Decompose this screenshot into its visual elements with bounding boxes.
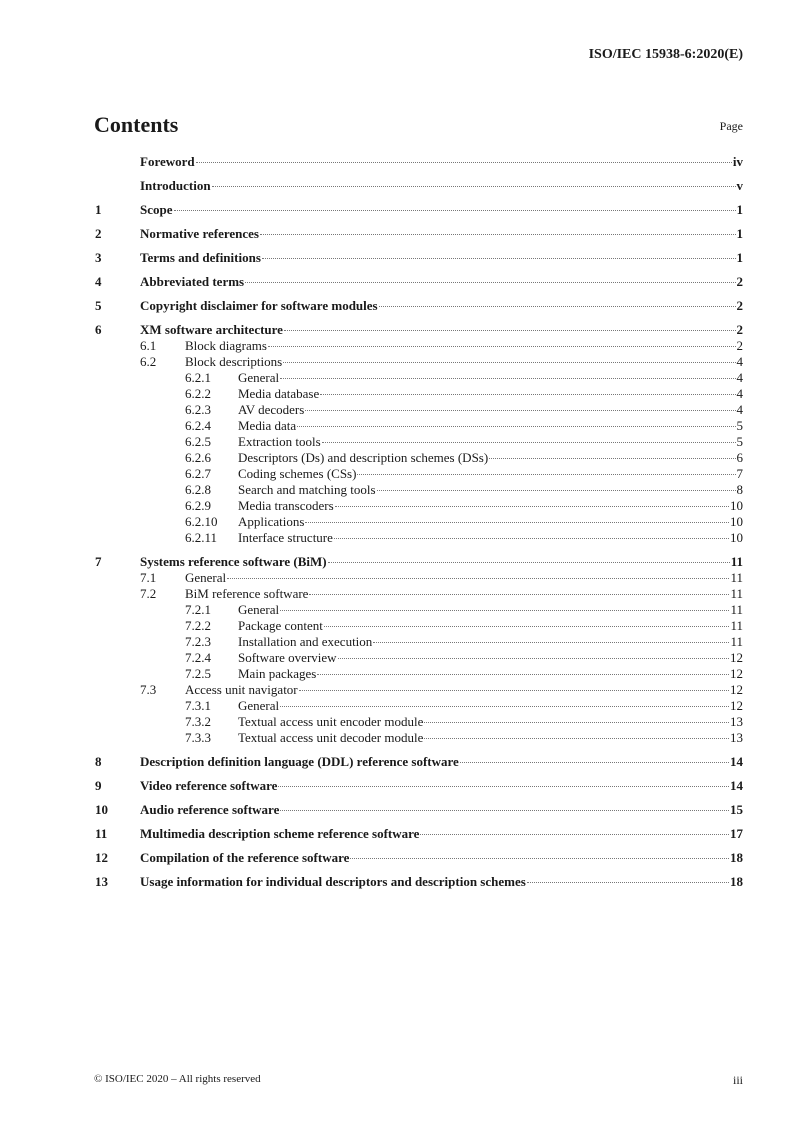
toc-entry[interactable] xyxy=(95,370,743,386)
dot-leader xyxy=(280,378,735,379)
toc-entry[interactable] xyxy=(95,498,743,514)
toc-entry-page: 1 xyxy=(736,250,743,265)
toc-entry-page: 13 xyxy=(730,730,743,745)
toc-entry[interactable] xyxy=(95,154,743,170)
toc-entry-title: Package content xyxy=(238,618,323,633)
toc-entry-page: 5 xyxy=(736,418,743,433)
toc-entry-title: Block descriptions xyxy=(185,354,283,369)
toc-entry-title: Compilation of the reference software xyxy=(140,850,350,865)
toc-entry-number: 7.2.5 xyxy=(185,666,211,681)
dot-leader xyxy=(305,410,735,411)
dot-leader xyxy=(305,522,729,523)
toc-entry-title: Extraction tools xyxy=(238,434,321,449)
toc-entry-page: 11 xyxy=(730,634,743,649)
toc-entry-number: 2 xyxy=(95,226,102,241)
toc-entry-title: Textual access unit encoder module xyxy=(238,714,424,729)
toc-entry[interactable] xyxy=(95,402,743,418)
dot-leader xyxy=(227,578,729,579)
toc-entry-number: 7.3 xyxy=(140,682,157,697)
toc-entry[interactable] xyxy=(95,602,743,618)
dot-leader xyxy=(424,738,729,739)
toc-entry[interactable] xyxy=(95,586,743,602)
toc-entry-page: 1 xyxy=(736,202,743,217)
toc-entry[interactable] xyxy=(95,338,743,354)
toc-entry[interactable] xyxy=(95,754,743,770)
toc-entry-number: 6.2.6 xyxy=(185,450,211,465)
toc-entry-number: 7 xyxy=(95,554,102,569)
toc-entry[interactable] xyxy=(95,530,743,546)
toc-entry-number: 9 xyxy=(95,778,102,793)
dot-leader xyxy=(324,626,730,627)
toc-entry-number: 13 xyxy=(95,874,108,889)
toc-entry[interactable] xyxy=(95,778,743,794)
toc-entry-number: 6.2.3 xyxy=(185,402,211,417)
dot-leader xyxy=(317,674,729,675)
toc-entry[interactable] xyxy=(95,682,743,698)
toc-entry-title: Block diagrams xyxy=(185,338,267,353)
dot-leader xyxy=(320,394,735,395)
toc-entry-page: 13 xyxy=(730,714,743,729)
toc-entry[interactable] xyxy=(95,202,743,218)
toc-entry-page: v xyxy=(736,178,743,193)
toc-entry-page: 14 xyxy=(730,778,743,793)
toc-entry-number: 6.2.4 xyxy=(185,418,211,433)
dot-leader xyxy=(260,234,736,235)
dot-leader xyxy=(262,258,736,259)
toc-entry[interactable] xyxy=(95,386,743,402)
toc-entry-number: 7.3.2 xyxy=(185,714,211,729)
toc-entry-number: 7.2.2 xyxy=(185,618,211,633)
toc-entry-page: 15 xyxy=(730,802,743,817)
toc-entry-title: Introduction xyxy=(140,178,211,193)
toc-entry[interactable] xyxy=(95,418,743,434)
toc-entry-page: 12 xyxy=(730,666,743,681)
toc-entry-number: 4 xyxy=(95,274,102,289)
dot-leader xyxy=(377,490,736,491)
dot-leader xyxy=(174,210,736,211)
toc-entry-title: General xyxy=(238,698,280,713)
toc-entry-title: AV decoders xyxy=(238,402,305,417)
toc-entry-page: 4 xyxy=(736,386,743,401)
toc-entry[interactable] xyxy=(95,850,743,866)
toc-entry[interactable] xyxy=(95,450,743,466)
dot-leader xyxy=(357,474,735,475)
toc-entry-title: Media transcoders xyxy=(238,498,334,513)
dot-leader xyxy=(328,562,730,563)
toc-entry[interactable] xyxy=(95,226,743,242)
toc-entry-title: Usage information for individual descriptors and description schemes xyxy=(140,874,526,889)
toc-entry[interactable] xyxy=(95,354,743,370)
toc-entry-page: 12 xyxy=(730,682,743,697)
toc-entry-page: 11 xyxy=(730,570,743,585)
toc-entry-title: Media data xyxy=(238,418,297,433)
dot-leader xyxy=(245,282,735,283)
toc-entry-title: BiM reference software xyxy=(185,586,309,601)
dot-leader xyxy=(283,362,735,363)
toc-entry[interactable] xyxy=(95,634,743,650)
toc-entry[interactable] xyxy=(95,274,743,290)
dot-leader xyxy=(335,506,729,507)
toc-entry[interactable] xyxy=(95,666,743,682)
toc-entry-title: Access unit navigator xyxy=(185,682,298,697)
dot-leader xyxy=(424,722,729,723)
toc-entry[interactable] xyxy=(95,730,743,746)
toc-entry-number: 6 xyxy=(95,322,102,337)
dot-leader xyxy=(334,538,729,539)
toc-entry-page: 10 xyxy=(730,514,743,529)
toc-entry-number: 7.2 xyxy=(140,586,157,601)
document-id-header: ISO/IEC 15938-6:2020(E) xyxy=(588,47,743,62)
toc-entry[interactable] xyxy=(95,802,743,818)
toc-entry-title: Video reference software xyxy=(140,778,278,793)
toc-entry-number: 12 xyxy=(95,850,108,865)
toc-entry-page: 12 xyxy=(730,698,743,713)
toc-entry[interactable] xyxy=(95,178,743,194)
toc-entry-title: Installation and execution xyxy=(238,634,373,649)
toc-entry-number: 6.2.1 xyxy=(185,370,211,385)
toc-entry[interactable] xyxy=(95,570,743,586)
dot-leader xyxy=(297,426,735,427)
toc-entry-page: 4 xyxy=(736,402,743,417)
toc-entry-page: 14 xyxy=(730,754,743,769)
toc-entry-title: General xyxy=(238,370,280,385)
dot-leader xyxy=(278,786,729,787)
toc-entry-page: 7 xyxy=(736,466,743,481)
dot-leader xyxy=(350,858,729,859)
table-of-contents xyxy=(95,154,743,890)
toc-entry-number: 7.2.3 xyxy=(185,634,211,649)
dot-leader xyxy=(489,458,735,459)
toc-entry-page: iv xyxy=(732,154,743,169)
toc-entry-title: Interface structure xyxy=(238,530,333,545)
page-title: Contents xyxy=(94,112,179,137)
toc-entry-title: Normative references xyxy=(140,226,259,241)
toc-entry[interactable] xyxy=(95,714,743,730)
toc-entry-page: 18 xyxy=(730,850,743,865)
toc-entry-title: Media database xyxy=(238,386,320,401)
toc-entry-number: 7.3.1 xyxy=(185,698,211,713)
page-column-label: Page xyxy=(719,119,743,133)
toc-entry-title: Main packages xyxy=(238,666,317,681)
toc-entry-number: 6.2.5 xyxy=(185,434,211,449)
dot-leader xyxy=(280,810,729,811)
toc-entry-page: 11 xyxy=(730,602,743,617)
toc-entry-title: Scope xyxy=(140,202,173,217)
dot-leader xyxy=(268,346,736,347)
toc-entry[interactable] xyxy=(95,250,743,266)
dot-leader xyxy=(280,610,729,611)
toc-entry[interactable] xyxy=(95,434,743,450)
toc-entry-title: Abbreviated terms xyxy=(140,274,245,289)
toc-entry[interactable] xyxy=(95,874,743,890)
toc-entry-page: 5 xyxy=(736,434,743,449)
toc-entry[interactable] xyxy=(95,650,743,666)
toc-entry-number: 10 xyxy=(95,802,108,817)
dot-leader xyxy=(280,706,729,707)
toc-entry-page: 2 xyxy=(736,338,743,353)
toc-entry-number: 3 xyxy=(95,250,102,265)
toc-entry-title: Description definition language (DDL) reference software xyxy=(140,754,459,769)
toc-entry-number: 6.2.10 xyxy=(185,514,218,529)
toc-entry-page: 2 xyxy=(736,298,743,313)
dot-leader xyxy=(309,594,729,595)
toc-entry-number: 1 xyxy=(95,202,102,217)
toc-entry-number: 6.2.11 xyxy=(185,530,218,545)
toc-entry-page: 1 xyxy=(736,226,743,241)
toc-entry[interactable] xyxy=(95,698,743,714)
toc-entry-number: 7.2.4 xyxy=(185,650,211,665)
toc-entry-title: Search and matching tools xyxy=(238,482,376,497)
dot-leader xyxy=(379,306,736,307)
page-number: iii xyxy=(732,1073,743,1087)
toc-entry-title: Descriptors (Ds) and description schemes (DSs) xyxy=(238,450,489,465)
toc-entry-page: 2 xyxy=(736,274,743,289)
toc-entry[interactable] xyxy=(95,826,743,842)
toc-entry-number: 6.1 xyxy=(140,338,157,353)
dot-leader xyxy=(212,186,736,187)
toc-entry-title: General xyxy=(238,602,280,617)
toc-entry-title: Textual access unit decoder module xyxy=(238,730,424,745)
dot-leader xyxy=(338,658,729,659)
toc-entry-number: 6.2.8 xyxy=(185,482,211,497)
toc-entry[interactable] xyxy=(95,554,743,570)
toc-entry-title: Audio reference software xyxy=(140,802,280,817)
toc-entry-title: Coding schemes (CSs) xyxy=(238,466,357,481)
toc-entry[interactable] xyxy=(95,618,743,634)
toc-entry[interactable] xyxy=(95,482,743,498)
toc-entry-page: 10 xyxy=(730,530,743,545)
toc-entry-page: 11 xyxy=(730,586,743,601)
toc-entry-number: 7.3.3 xyxy=(185,730,211,745)
toc-entry-number: 7.1 xyxy=(140,570,157,585)
dot-leader xyxy=(420,834,729,835)
dot-leader xyxy=(284,330,736,331)
toc-entry-title: Applications xyxy=(238,514,305,529)
dot-leader xyxy=(460,762,729,763)
dot-leader xyxy=(373,642,729,643)
dot-leader xyxy=(196,162,732,163)
toc-entry-title: Terms and definitions xyxy=(140,250,261,265)
toc-entry-page: 11 xyxy=(730,618,743,633)
toc-entry-number: 7.2.1 xyxy=(185,602,211,617)
toc-entry-page: 18 xyxy=(730,874,743,889)
toc-entry-title: Foreword xyxy=(140,154,195,169)
toc-entry-number: 11 xyxy=(95,826,108,841)
toc-entry[interactable] xyxy=(95,298,743,314)
toc-entry-number: 6.2.9 xyxy=(185,498,211,513)
toc-entry-page: 10 xyxy=(730,498,743,513)
toc-entry-number: 5 xyxy=(95,298,102,313)
toc-entry-page: 11 xyxy=(730,554,743,569)
toc-entry[interactable] xyxy=(95,514,743,530)
toc-entry-number: 6.2.2 xyxy=(185,386,211,401)
toc-entry-page: 6 xyxy=(736,450,743,465)
toc-entry-title: Software overview xyxy=(238,650,337,665)
toc-entry-number: 8 xyxy=(95,754,102,769)
toc-entry-title: Systems reference software (BiM) xyxy=(140,554,327,569)
dot-leader xyxy=(299,690,729,691)
toc-entry-page: 4 xyxy=(736,370,743,385)
toc-entry-title: XM software architecture xyxy=(140,322,283,337)
toc-entry-title: General xyxy=(185,570,227,585)
toc-entry-page: 2 xyxy=(736,322,743,337)
toc-entry-page: 17 xyxy=(730,826,743,841)
toc-entry[interactable] xyxy=(95,466,743,482)
dot-leader xyxy=(527,882,729,883)
toc-entry-page: 12 xyxy=(730,650,743,665)
toc-entry-title: Multimedia description scheme reference software xyxy=(140,826,420,841)
toc-entry[interactable] xyxy=(95,322,743,338)
toc-entry-page: 8 xyxy=(736,482,743,497)
dot-leader xyxy=(322,442,736,443)
copyright-footer: © ISO/IEC 2020 – All rights reserved xyxy=(94,1073,261,1085)
toc-entry-title: Copyright disclaimer for software modules xyxy=(140,298,378,313)
toc-entry-number: 6.2 xyxy=(140,354,157,369)
toc-entry-page: 4 xyxy=(736,354,743,369)
toc-entry-number: 6.2.7 xyxy=(185,466,211,481)
